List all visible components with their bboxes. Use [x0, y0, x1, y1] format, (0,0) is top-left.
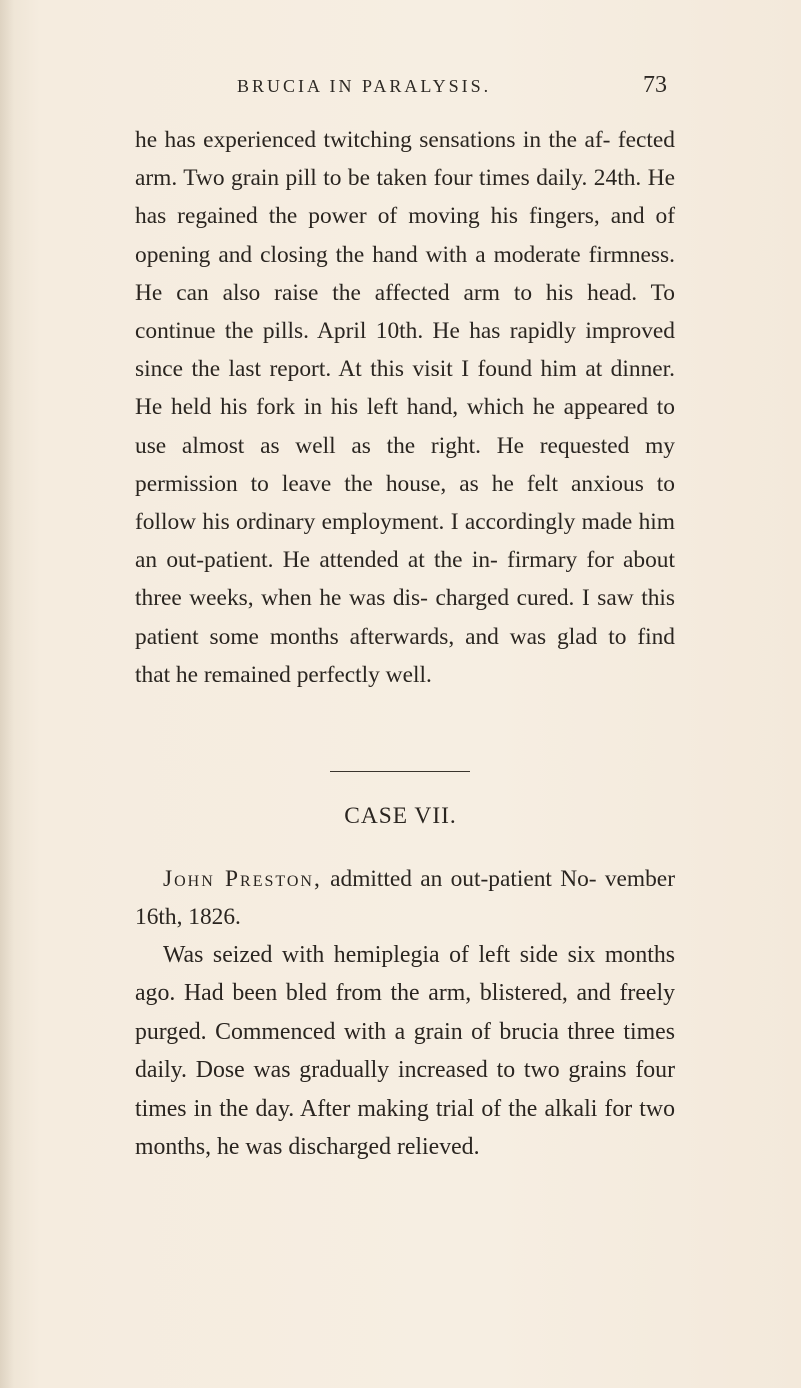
continuation-paragraph: he has experienced twitching sensations in the af- fected arm. Two grain pill to be taken four times daily. 24th. He has regained the power of moving his fingers, and of opening and closing the hand with a moderate firmness. He can also raise the affected arm to his head. To continue the pills. April 10th. He has rapidly improved since the last report. At this visit I found him at dinner. He held his fork in his left hand, which he appeared to use almost as well as the right. He requested my permission to leave the house, as he felt anxious to follow his ordinary employment. I accordingly made him an out-patient. He attended at the in- firmary for about three weeks, when he was dis- charged cured. I saw this patient some months afterwards, and was glad to find that he remained perfectly well. — [135, 127, 675, 688]
page-edge-shadow — [0, 0, 14, 1388]
running-head: BRUCIA IN PARALYSIS. — [237, 76, 492, 96]
case-history-paragraph: Was seized with hemiplegia of left side six months ago. Had been bled from the arm, blistered, and freely purged. Commenced with a grain of brucia three times daily. Dose was gradually increased to two grains four times in the day. After making trial of the alkali for two months, he was discharged relieved. — [135, 942, 675, 1161]
patient-name: John Preston, — [163, 866, 322, 892]
page-number: 73 — [643, 72, 667, 98]
admission-text: admitted an out-patient No- vember 16th, 1826. — [135, 866, 675, 931]
section-divider — [330, 771, 470, 772]
case-heading: CASE VII. — [344, 803, 457, 829]
case-intro-paragraph — [135, 860, 675, 936]
page-header — [237, 72, 667, 108]
